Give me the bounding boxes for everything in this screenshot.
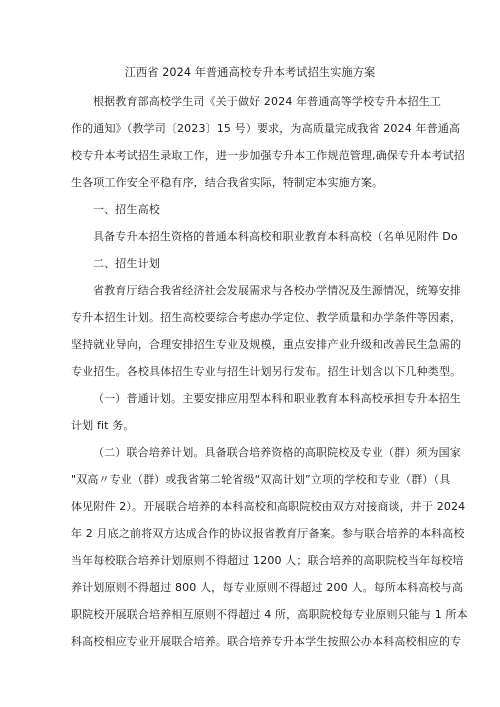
paragraph-line: 校专升本考试招生录取工作，进一步加强专升本工作规范管理,确保专升本考试招 bbox=[71, 149, 465, 162]
paragraph-line: 当年每校联合培养计划原则不得超过 1200 人；联合培养的高职院校当年每校培 bbox=[71, 554, 464, 567]
paragraph-line: 职院校开展联合培养相互原则不得超过 4 所，高职院校每专业原则只能与 1 所本 bbox=[71, 608, 468, 621]
paragraph-line: 体见附件 2）。开展联合培养的本科高校和高职院校由双方对接商谈，并于 2024 bbox=[71, 500, 466, 513]
paragraph-line: 坚持就业导向，合理安排招生专业及规模，重点安排产业升级和改善民生急需的 bbox=[71, 338, 462, 351]
paragraph-line: 专升本招生计划。招生高校要综合考虑办学定位、教学质量和办学条件等因素， bbox=[71, 311, 462, 324]
paragraph-line: （一）普通计划。主要安排应用型本科和职业教育本科高校承担专升本招生 bbox=[93, 392, 461, 405]
paragraph-line: 具备专升本招生资格的普通本科高校和职业教育本科高校（名单见附件 Do bbox=[93, 230, 458, 243]
paragraph-line: （二）联合培养计划。具备联合培养资格的高职院校及专业（群）须为国家 bbox=[93, 446, 461, 459]
paragraph-line: "双高〃专业（群）或我省第二轮省级“双高计划”立项的学校和专业（群）（具 bbox=[71, 473, 451, 486]
paragraph-line: 根据教育部高校学生司《关于做好 2024 年普通高等学校专升本招生工 bbox=[93, 95, 442, 108]
section-heading: 二、招生计划 bbox=[93, 257, 160, 270]
section-heading: 一、招生高校 bbox=[93, 203, 160, 216]
paragraph-line: 科高校相应专业开展联合培养。联合培养专升本学生按照公办本科高校相应的专 bbox=[71, 635, 462, 648]
paragraph-line: 计划 fit 务。 bbox=[71, 419, 135, 432]
paragraph-line: 养计划原则不得超过 800 人，每专业原则不得超过 200 人。每所本科高校与高 bbox=[71, 581, 463, 594]
document-title: 江西省 2024 年普通高校专升本考试招生实施方案 bbox=[124, 66, 376, 79]
paragraph-line: 作的通知》（教学司〔2023〕15 号）要求，为高质量完成我省 2024 年普通高 bbox=[71, 122, 461, 135]
paragraph-line: 省教育厅结合我省经济社会发展需求与各校办学情况及生源情况，统筹安排 bbox=[93, 284, 461, 297]
paragraph-line: 专业招生。各校具体招生专业与招生计划另行发布。招生计划含以下几种类型。 bbox=[71, 365, 462, 378]
paragraph-line: 生各项工作安全平稳有序，结合我省实际，特制定本实施方案。 bbox=[71, 176, 384, 189]
paragraph-line: 年 2 月底之前将双方达成合作的协议报省教育厅备案。参与联合培养的本科高校 bbox=[71, 527, 465, 540]
